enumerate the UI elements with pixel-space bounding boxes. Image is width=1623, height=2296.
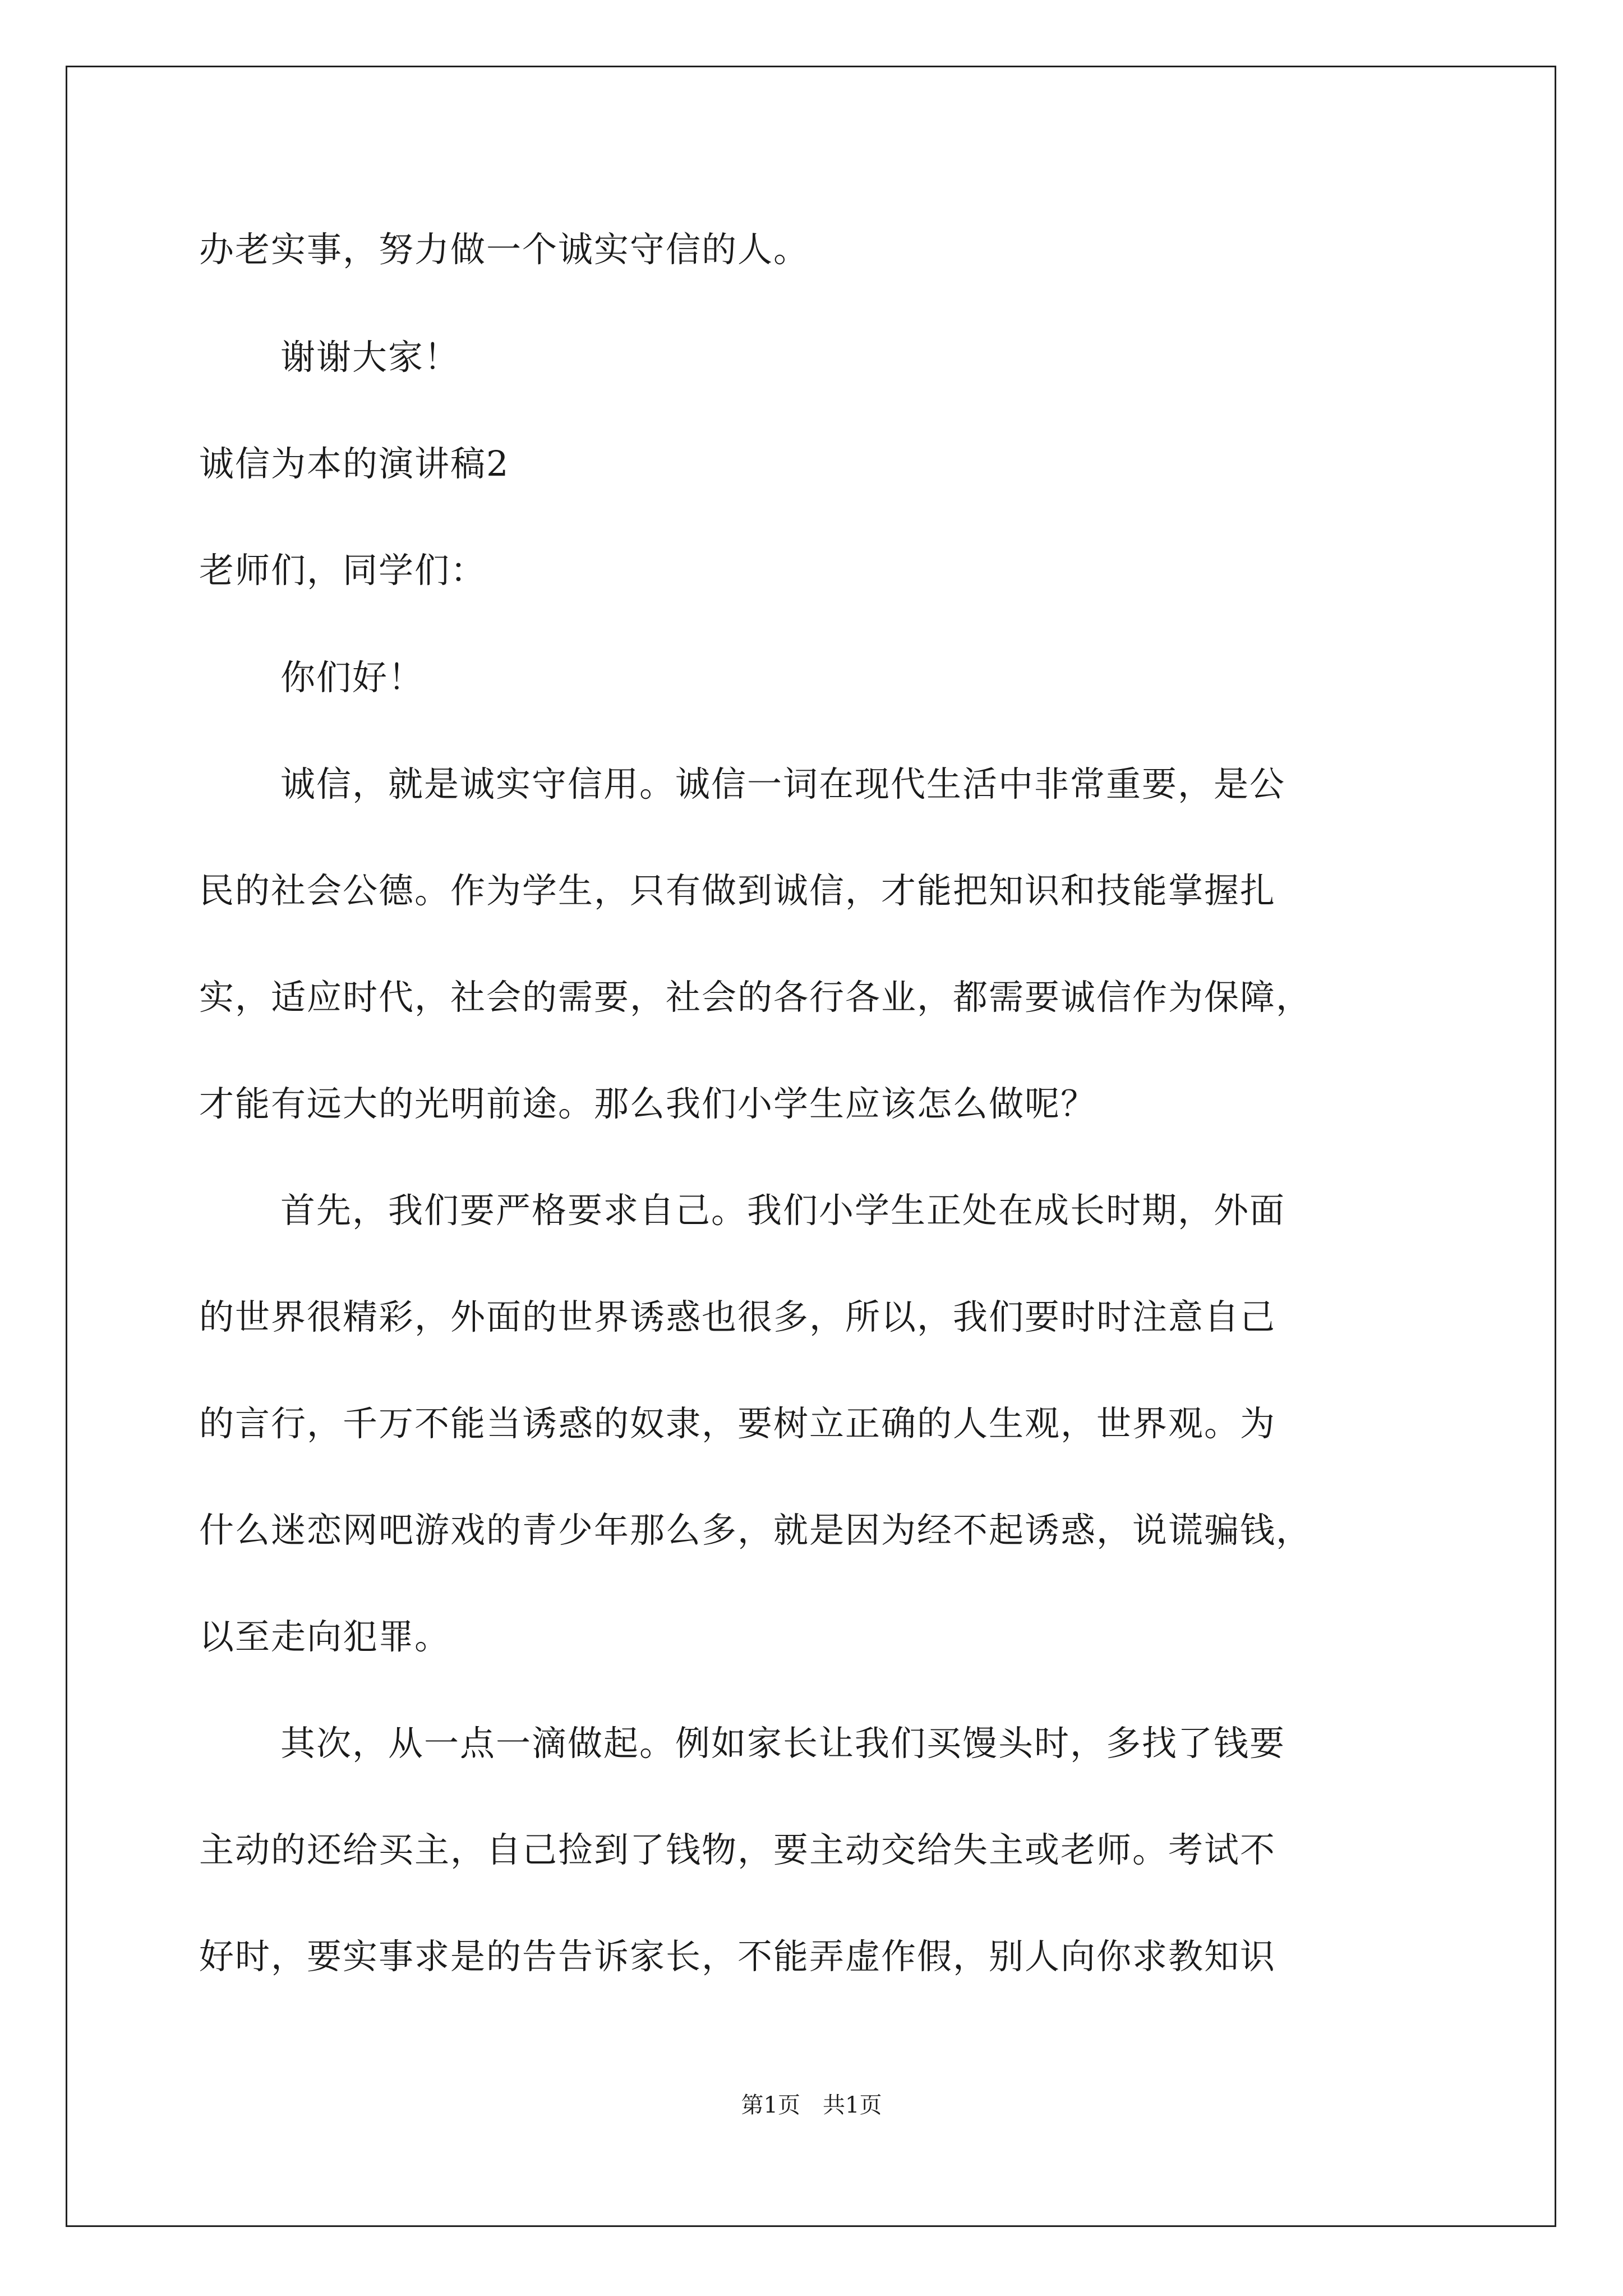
text-line: 的世界很精彩，外面的世界诱惑也很多，所以，我们要时时注意自己 [199,1296,1276,1337]
text-line: 才能有远大的光明前途。那么我们小学生应该怎么做呢？ [199,1083,1097,1124]
page-frame [66,66,1556,2227]
text-line: 谢谢大家！ [280,337,460,378]
text-line: 首先，我们要严格要求自己。我们小学生正处在成长时期，外面 [280,1190,1286,1231]
text-line: 好时，要实事求是的告告诉家长，不能弄虚作假，别人向你求教知识 [199,1936,1276,1977]
page-number-footer: 第1页 共1页 [741,2092,882,2118]
greeting: 你们好！ [280,657,425,698]
text-line: 以至走向犯罪。 [199,1616,451,1657]
text-line: 什么迷恋网吧游戏的青少年那么多，就是因为经不起诱惑，说谎骗钱， [199,1510,1312,1550]
text-line: 主动的还给买主，自己捡到了钱物，要主动交给失主或老师。考试不 [199,1829,1276,1870]
text-line: 诚信，就是诚实守信用。诚信一词在现代生活中非常重要，是公 [280,763,1286,804]
text-line: 实，适应时代，社会的需要，社会的各行各业，都需要诚信作为保障， [199,977,1312,1018]
text-line: 的言行，千万不能当诱惑的奴隶，要树立正确的人生观，世界观。为 [199,1403,1276,1444]
text-line: 办老实事，努力做一个诚实守信的人。 [199,229,810,270]
section-title: 诚信为本的演讲稿2 [199,443,510,484]
text-line: 其次，从一点一滴做起。例如家长让我们买馒头时，多找了钱要 [280,1723,1286,1764]
text-line: 民的社会公德。作为学生，只有做到诚信，才能把知识和技能掌握扎 [199,870,1276,911]
salutation: 老师们，同学们： [199,550,487,591]
